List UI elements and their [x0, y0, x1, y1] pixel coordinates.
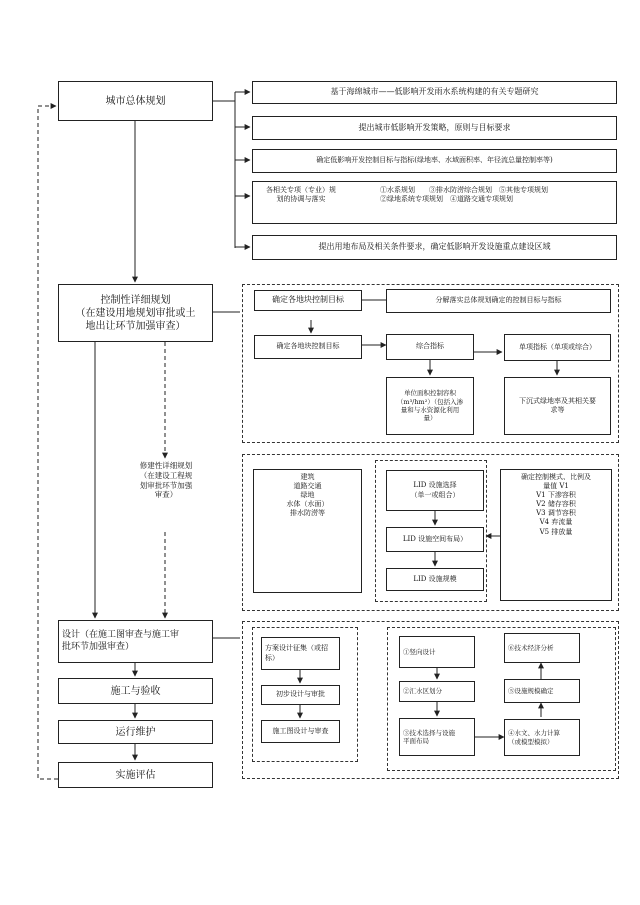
unit-area-control-volume-box: 单位面积控制容积 （m³/hm²）（包括入渗 量和与水资源化利用 量） [386, 377, 474, 435]
step-technology-layout-box: ③技术选择与设施 平面布局 [399, 718, 475, 756]
construction-acceptance-box: 施工与验收 [58, 678, 213, 704]
sunken-green-ratio-box: 下沉式绿地率及其相关要 求等 [504, 377, 611, 435]
step-tech-economic-box: ⑥技术经济分析 [504, 633, 580, 663]
city-master-plan-box: 城市总体规划 [58, 81, 213, 121]
lid-strategy-box: 提出城市低影响开发策略，原则与目标要求 [252, 116, 617, 140]
design-box: 设计（在施工图审查与施工审 批环节加强审查） [58, 620, 213, 663]
step-hydrologic-calc-box: ④水文、水力计算 （或模型模拟） [504, 719, 580, 756]
construction-drawing-box: 施工图设计与审查 [261, 720, 340, 743]
single-index-box: 单项指标（单项或综合） [504, 334, 611, 361]
special-plans-list: ①水系规划 ③排水防涝综合规划 ⑤其他专项规划 ②绿地系统专项规划 ④道路交通专项规划 [380, 186, 548, 204]
plot-control-targets-2-box: 确定各地块控制目标 [254, 335, 362, 359]
special-research-box: 基于海绵城市——低影响开发雨水系统构建的有关专题研究 [252, 81, 617, 104]
lid-spatial-layout-box: LID 设施空间布局） [386, 527, 484, 552]
site-elements-box: 建筑 道路交通 绿地 水体（水面） 排水防涝等 [253, 469, 362, 593]
control-mode-volumes-box: 确定控制模式、比例及 量值 V1 V1 下渗容积 V2 储存容积 V3 调节容积 V4 弃流量 V5 排放量 [500, 469, 612, 601]
implementation-evaluation-box: 实施评估 [58, 762, 213, 788]
land-layout-requirements-box: 提出用地布局及相关条件要求，确定低影响开发设施重点建设区域 [252, 235, 617, 260]
lid-control-targets-box: 确定低影响开发控制目标与指标(绿地率、水域面积率、年径流总量控制率等) [252, 149, 617, 173]
preliminary-design-box: 初步设计与审批 [261, 685, 340, 705]
scheme-design-box: 方案设计征集（或招 标） [261, 637, 340, 670]
lid-selection-box: LID 设施选择 （单一或组合） [386, 470, 484, 511]
constructive-detailed-plan-label: 修建性详细规划 （在建设工程规 划审批环节加强 审查） [139, 461, 193, 500]
step-facility-scale-box: ⑤设施规模确定 [504, 679, 580, 703]
step-catchment-division-box: ②汇水区划分 [399, 681, 475, 702]
decompose-targets-box: 分解落实总体规划确定的控制目标与指标 [386, 289, 611, 313]
comprehensive-index-box: 综合指标 [386, 334, 474, 360]
regulatory-detailed-plan-box: 控制性详细规划 （在建设用地规划审批或土 地出让环节加强审查） [58, 284, 213, 342]
plot-control-targets-box: 确定各地块控制目标 [254, 290, 362, 311]
lid-scale-box: LID 设施规模 [386, 568, 484, 591]
operation-maintenance-box: 运行维护 [58, 720, 213, 744]
step-vertical-design-box: ①竖向设计 [399, 636, 475, 668]
special-plans-coordination-label: 各相关专项（专业）规 划的协调与落实 [266, 186, 336, 204]
